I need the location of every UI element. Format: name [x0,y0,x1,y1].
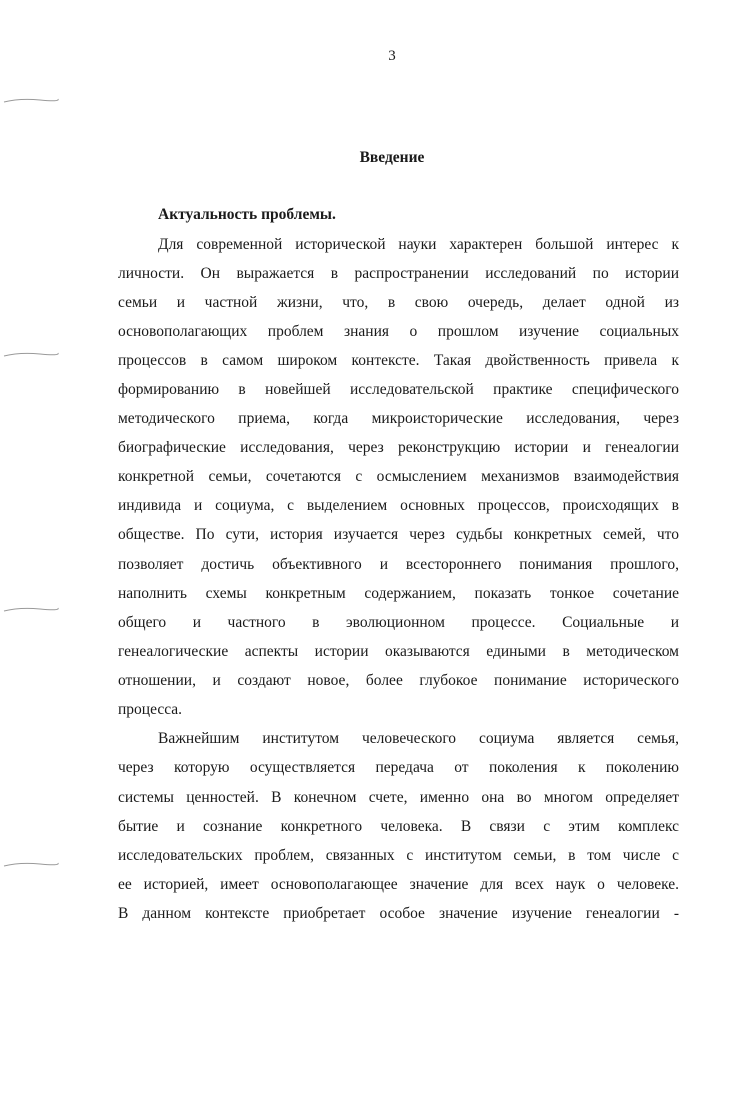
text-line: ее историей, имеет основополагающее значение для всех наук о человеке. [118,876,679,893]
section-title: Актуальность проблемы. [158,206,336,223]
text-line: личности. Он выражается в распространении исследований по истории [118,265,679,282]
text-line: позволяет достичь объективного и всестороннего понимания прошлого, [118,556,679,573]
text-line: В данном контексте приобретает особое значение изучение генеалогии - [118,905,679,922]
scan-mark [0,96,60,106]
text-line: исследовательских проблем, связанных с институтом семьи, в том числе с [118,847,679,864]
text-line: Для современной исторической науки характерен большой интерес к [158,236,679,253]
page-number: 3 [388,48,396,64]
text-line: наполнить схемы конкретным содержанием, показать тонкое сочетание [118,585,679,602]
text-line: Важнейшим институтом человеческого социума является семья, [158,730,679,747]
text-line: генеалогические аспекты истории оказываются едиными в методическом [118,643,679,660]
text-line: бытие и сознание конкретного человека. В связи с этим комплекс [118,818,679,835]
scan-mark [0,860,60,870]
text-line: биографические исследования, через реконструкцию истории и генеалогии [118,439,679,456]
text-line: через которую осуществляется передача от поколения к поколению [118,759,679,776]
text-line: семьи и частной жизни, что, в свою очередь, делает одной из [118,294,679,311]
text-line: отношении, и создают новое, более глубокое понимание исторического [118,672,679,689]
text-line: конкретной семьи, сочетаются с осмыслением механизмов взаимодействия [118,468,679,485]
scan-mark [0,350,60,360]
scan-mark [0,605,60,615]
page-heading: Введение [359,149,425,166]
text-line: формированию в новейшей исследовательской практике специфического [118,381,679,398]
text-line: методического приема, когда микроисторические исследования, через [118,410,679,427]
text-line: общего и частного в эволюционном процессе. Социальные и [118,614,679,631]
text-line: основополагающих проблем знания о прошлом изучение социальных [118,323,679,340]
text-line: индивида и социума, с выделением основных процессов, происходящих в [118,497,679,514]
text-line: процесса. [118,701,183,718]
text-line: системы ценностей. В конечном счете, именно она во многом определяет [118,789,679,806]
text-line: обществе. По сути, история изучается через судьбы конкретных семей, что [118,526,679,543]
text-line: процессов в самом широком контексте. Такая двойственность привела к [118,352,679,369]
